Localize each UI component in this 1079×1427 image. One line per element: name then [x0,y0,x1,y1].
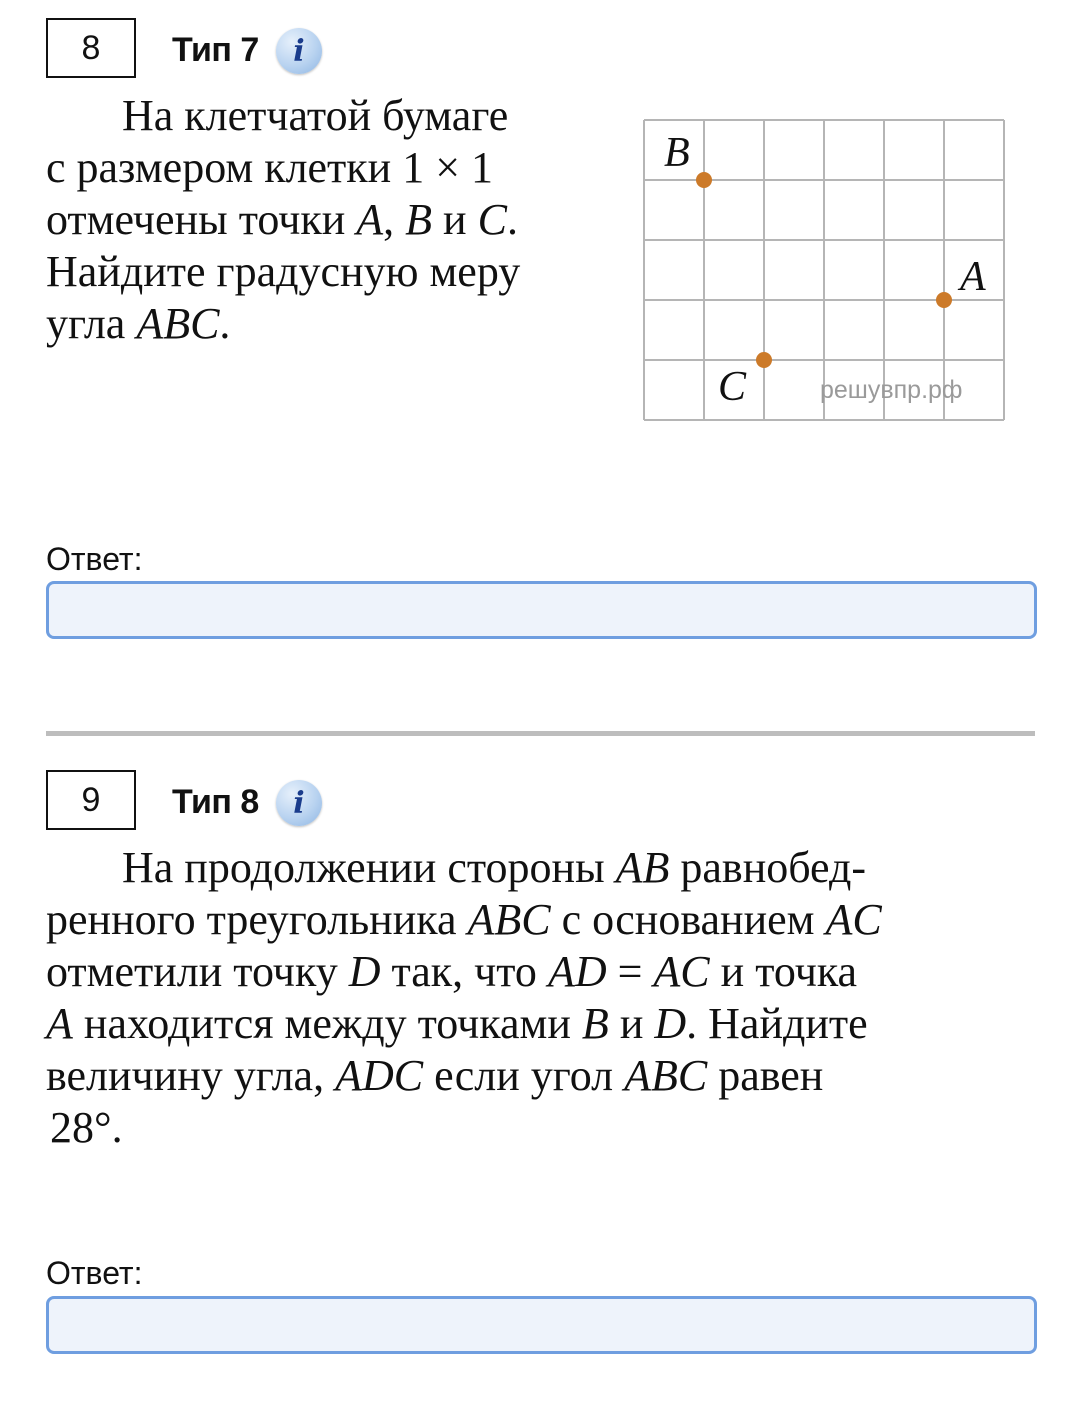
info-icon[interactable]: i [276,780,322,826]
watermark: решувпр.рф [820,376,963,404]
answer-input[interactable] [46,581,1037,639]
problem-line: 28°. [50,1103,123,1152]
problem-line: На продолжении стороны AB равнобед- [122,843,867,892]
problem-text [46,842,1046,1154]
problem-line: угла ABC. [46,299,231,348]
point-c-label: C [718,364,747,410]
point-b-marker [696,172,712,188]
task-number-box: 8 [46,18,136,78]
task-type-label: Тип 8 [172,783,259,821]
answer-label: Ответ: [46,541,143,577]
point-a-marker [936,292,952,308]
problem-line: отметили точку D так, что AD = AC и точка [46,947,858,996]
problem-line: A находится между точками B и D. Найдите [46,999,868,1048]
point-c-marker [756,352,772,368]
answer-label: Ответ: [46,1255,143,1291]
problem-line: с размером клетки 1 × 1 [46,143,494,192]
problem-line: ренного треугольника ABC с основанием AC [46,895,882,944]
section-divider [46,731,1035,736]
problem-text [46,90,626,350]
info-icon[interactable]: i [276,28,322,74]
task-type-label: Тип 7 [172,31,259,69]
problem-line: На клетчатой бумаге [122,91,509,140]
problem-line: отмечены точки A, B и C. [46,195,518,244]
answer-input[interactable] [46,1296,1037,1354]
point-b-label: B [664,130,690,176]
problem-line: Найдите градусную меру [46,247,521,296]
grid-lines [644,120,1004,420]
grid-figure [640,116,1010,426]
task-number-box: 9 [46,770,136,830]
problem-line: величину угла, ADC если угол ABC равен [46,1051,824,1100]
point-a-label: A [960,254,986,300]
